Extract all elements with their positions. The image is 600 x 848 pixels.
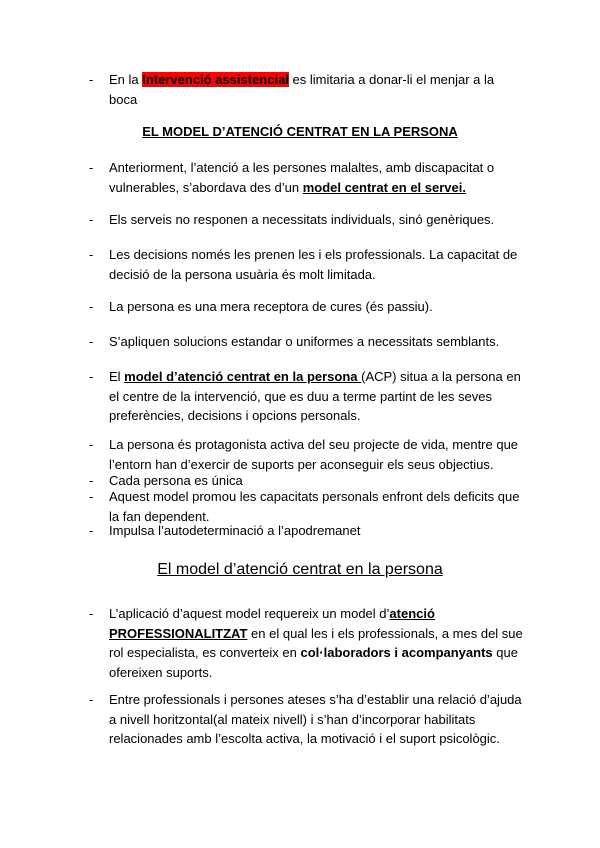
- bullet-dash: -: [89, 437, 94, 452]
- list-item-text: Cada persona es única: [109, 473, 243, 488]
- bullet-dash: -: [89, 299, 94, 314]
- bullet-dash: -: [89, 72, 94, 87]
- list-item-text: L’aplicació d’aquest model requereix un model d’atenció PROFESSIONALITZAT en el qual les i els professionals, a mes del sue rol especialista, es converteix en col·laboradors i acompanyants que ofereixen suports.: [109, 606, 523, 680]
- list-item-text: Anteriorment, l’atenció a les persones malaltes, amb discapacitat o vulnerables, s’abordava des d’un model centrat en el servei.: [109, 160, 495, 195]
- list-item-text: Impulsa l’autodeterminació a l’apodremanet: [109, 523, 361, 538]
- bold-term: col·laboradors i acompanyants: [300, 645, 493, 660]
- bullet-dash: -: [89, 692, 94, 707]
- bullet-dash: -: [89, 369, 94, 384]
- bullet-dash: -: [89, 473, 94, 488]
- list-item-text: En la Intervenció assistencial es limitaria a donar-li el menjar a la boca: [109, 72, 495, 107]
- list-item-text: Aquest model promou les capacitats personals enfront dels deficits que la fan dependent.: [109, 489, 520, 524]
- list-item-text: Les decisions només les prenen les i els professionals. La capacitat de decisió de la persona usuària és molt limitada.: [109, 247, 518, 282]
- bullet-dash: -: [89, 247, 94, 262]
- list-item-text: Els serveis no responen a necessitats individuals, sinó genèriques.: [109, 212, 495, 227]
- bullet-dash: -: [89, 334, 94, 349]
- section-heading: EL MODEL D’ATENCIÓ CENTRAT EN LA PERSONA: [142, 124, 458, 139]
- bullet-dash: -: [89, 523, 94, 538]
- list-item-text: El model d’atenció centrat en la persona (ACP) situa a la persona en el centre de la intervenció, que es duu a terme partint de les seves preferències, decisions i opcions personals.: [109, 369, 521, 423]
- bold-underlined-term: atenció PROFESSIONALITZAT: [109, 606, 435, 641]
- bold-underlined-term: model d’atenció centrat en la persona: [124, 369, 362, 384]
- list-item-text: Entre professionals i persones ateses s’ha d’establir una relació d’ajuda a nivell horitzontal(al mateix nivell) i s’han d’incorporar habilitats relacionades amb l’escolta activa, la motivació i el suport psicològic.: [109, 692, 522, 746]
- highlighted-term: Intervenció assistencial: [142, 72, 289, 87]
- list-item-text: La persona és protagonista activa del seu projecte de vida, mentre que l’entorn han d’exercir de suports per aconseguir els seus objectius.: [109, 437, 519, 472]
- section-subheading: El model d’atenció centrat en la persona: [157, 561, 443, 578]
- bullet-dash: -: [89, 489, 94, 504]
- bullet-dash: -: [89, 160, 94, 175]
- bullet-dash: -: [89, 212, 94, 227]
- bullet-dash: -: [89, 606, 94, 621]
- bold-underlined-term: model centrat en el servei.: [302, 179, 466, 195]
- list-item-text: S’apliquen solucions estandar o uniformes a necessitats semblants.: [109, 334, 500, 349]
- list-item-text: La persona es una mera receptora de cures (és passiu).: [109, 299, 433, 314]
